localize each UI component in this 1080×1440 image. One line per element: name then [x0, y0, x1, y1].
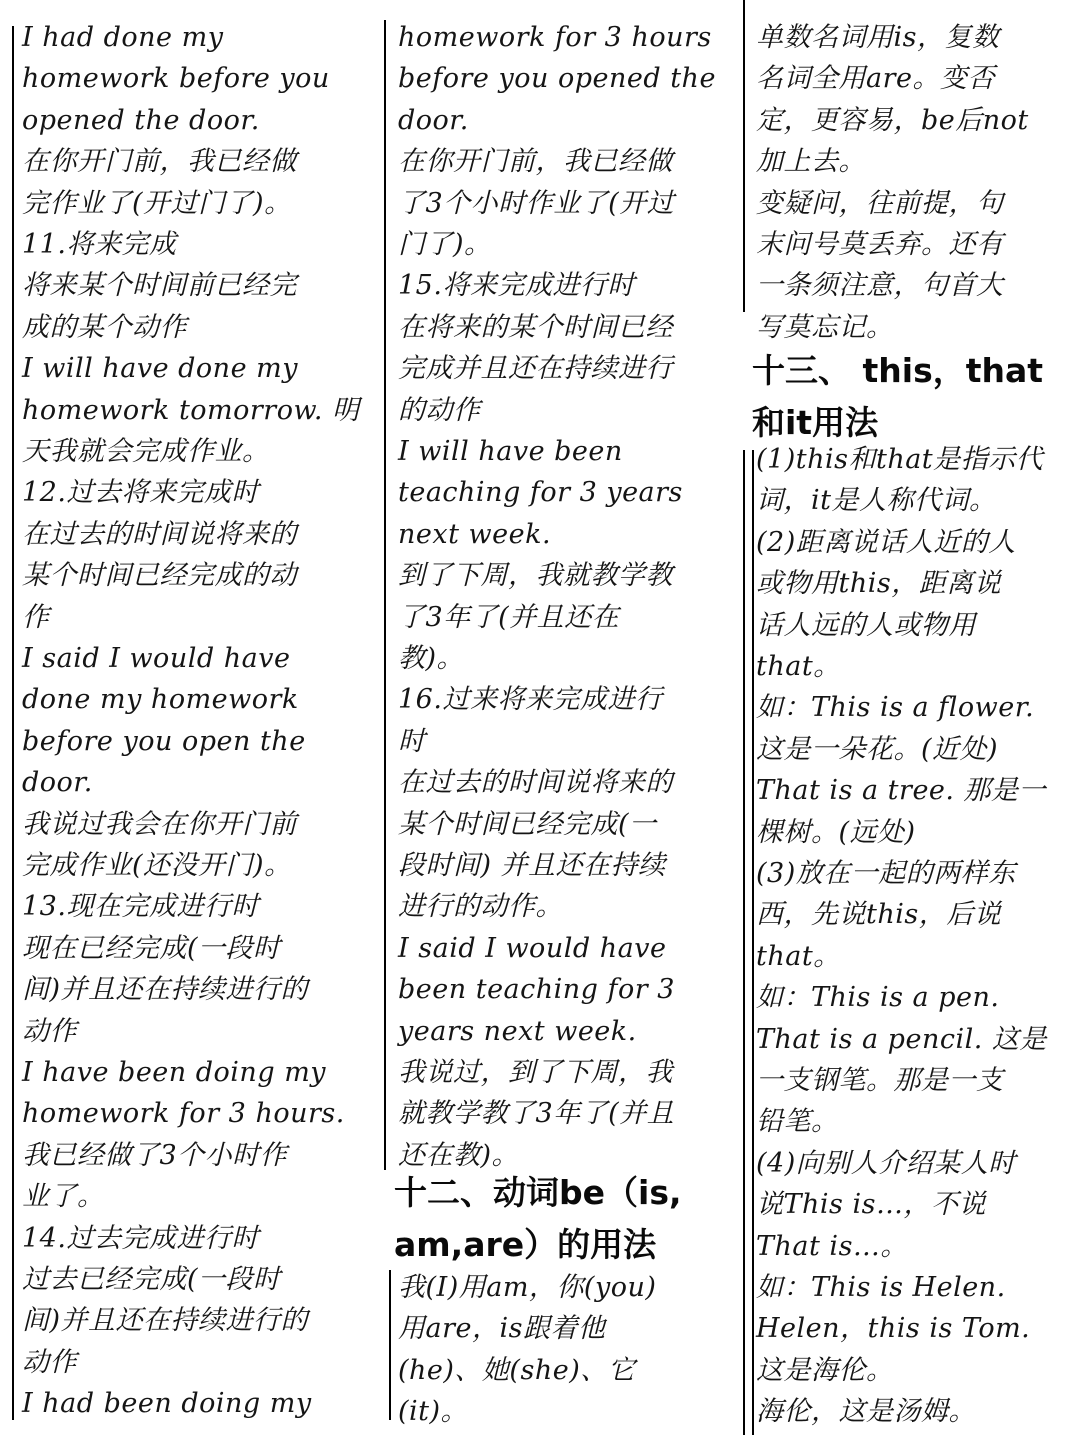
text-line: 完成作业(还没开门)。 — [22, 850, 292, 881]
text-line: 在你开门前，我已经做 — [22, 146, 297, 178]
text-line: That is a tree. 那是一 — [756, 775, 1047, 807]
text-line: 进行的动作。 — [398, 891, 563, 923]
text-line: 了3年了(并且还在 — [398, 601, 620, 633]
text-line: 某个时间已经完成(一 — [398, 808, 657, 840]
text-line: 将来某个时间前已经完 — [22, 270, 297, 302]
text-line: 段时间) 并且还在持续 — [398, 850, 666, 881]
text-line: 这是一朵花。(近处) — [756, 733, 999, 765]
text-line: That is…。 — [756, 1230, 908, 1262]
text-line: 如：This is a pen. — [756, 982, 1000, 1014]
text-line: 教)。 — [398, 643, 465, 674]
text-line: 间)并且还在持续进行的 — [22, 974, 309, 1006]
text-line: 我已经做了3个小时作 — [22, 1139, 288, 1171]
text-line: 海伦，这是汤姆。 — [756, 1396, 976, 1428]
text-line: 现在已经完成(一段时 — [22, 932, 281, 964]
text-line: 11.将来完成 — [22, 229, 177, 260]
text-line: 到了下周，我就教学教 — [398, 560, 673, 592]
text-line: 说This is…，不说 — [756, 1189, 986, 1221]
text-line: 铅笔。 — [756, 1106, 839, 1138]
text-line: 加上去。 — [756, 146, 866, 178]
text-line: (he)、她(she)、它 — [398, 1354, 636, 1386]
text-line: (4)向别人介绍某人时 — [756, 1147, 1016, 1179]
text-line: before you opened the — [398, 63, 716, 95]
text-line: 了3个小时作业了(开过 — [398, 187, 675, 219]
text-line: 名词全用are。变否 — [756, 63, 995, 95]
column-rule-right-section — [752, 450, 754, 1435]
column-rule-right-lower — [743, 450, 745, 1435]
text-line: 在过去的时间说将来的 — [398, 767, 673, 799]
text-line: 词，it是人称代词。 — [756, 485, 997, 517]
text-line: 完成并且还在持续进行 — [398, 353, 673, 385]
text-line: 定，更容易，be后not — [756, 104, 1029, 136]
text-line: 变疑问，往前提，句 — [756, 187, 1004, 219]
text-line: 间)并且还在持续进行的 — [22, 1305, 309, 1337]
text-line: 某个时间已经完成的动 — [22, 560, 297, 592]
text-line: that。 — [756, 940, 841, 972]
text-line: 或物用this，距离说 — [756, 568, 1002, 600]
text-line: next week. — [398, 518, 552, 550]
text-line: 我说过，到了下周，我 — [398, 1057, 673, 1088]
text-line: 如：This is Helen. — [756, 1272, 1006, 1303]
column-rule-middle-upper — [384, 20, 386, 1170]
text-line: I have been doing my — [22, 1057, 327, 1088]
text-line: 动作 — [22, 1346, 77, 1378]
text-line: Helen，this is Tom. — [756, 1313, 1031, 1345]
text-line: (2)距离说话人近的人 — [756, 526, 1016, 558]
text-line: homework before you — [22, 63, 330, 95]
text-line: 过去已经完成(一段时 — [22, 1264, 281, 1295]
column-rule-middle-lower — [389, 1270, 391, 1420]
text-line: 还在教)。 — [398, 1139, 520, 1171]
text-line: 成的某个动作 — [22, 311, 187, 343]
text-line: 在过去的时间说将来的 — [22, 518, 297, 550]
text-line: years next week. — [398, 1015, 637, 1047]
text-line: door. — [398, 104, 469, 136]
text-line: 棵树。(远处) — [756, 816, 916, 848]
text-line: 的动作 — [398, 394, 481, 426]
text-line: (3)放在一起的两样东 — [756, 858, 1016, 889]
section-heading-line: 和it用法 — [752, 403, 879, 442]
text-line: 业了。 — [22, 1181, 105, 1213]
text-line: I had been doing my — [22, 1388, 312, 1420]
text-line: been teaching for 3 — [398, 974, 675, 1006]
text-line: 末问号莫丢弃。还有 — [756, 229, 1004, 260]
text-line: 16.过来将来完成进行 — [398, 684, 663, 716]
text-line: 在你开门前，我已经做 — [398, 146, 673, 178]
section-heading-line: 十三、 this，that — [752, 351, 1044, 390]
text-line: 动作 — [22, 1015, 77, 1047]
text-line: homework for 3 hours. — [22, 1098, 345, 1130]
text-line: door. — [22, 767, 93, 799]
column-rule-left — [12, 26, 14, 1420]
text-line: I will have been — [398, 436, 623, 467]
text-line: (1)this和that是指示代 — [756, 444, 1044, 475]
text-line: 天我就会完成作业。 — [22, 436, 270, 467]
text-line: 在将来的某个时间已经 — [398, 311, 673, 343]
text-line: 一支钢笔。那是一支 — [756, 1065, 1004, 1096]
text-line: I said I would have — [22, 643, 291, 674]
text-line: 话人远的人或物用 — [756, 609, 976, 641]
text-line: 我(I)用am，你(you) — [398, 1272, 657, 1303]
text-line: 这是海伦。 — [756, 1354, 894, 1386]
text-line: done my homework — [22, 684, 299, 716]
text-line: homework for 3 hours — [398, 22, 712, 53]
text-line: I had done my — [22, 22, 224, 53]
text-line: (it)。 — [398, 1396, 469, 1428]
text-line: 写莫忘记。 — [756, 311, 894, 343]
text-line: I will have done my — [22, 353, 298, 385]
text-line: 如：This is a flower. — [756, 692, 1035, 724]
column-rule-right-upper — [743, 0, 745, 312]
text-line: 一条须注意，句首大 — [756, 270, 1004, 302]
text-line: 14.过去完成进行时 — [22, 1222, 259, 1254]
text-line: 西，先说this，后说 — [756, 899, 1002, 931]
text-line: 单数名词用is，复数 — [756, 22, 1000, 53]
section-heading-line: am,are）的用法 — [394, 1225, 657, 1264]
text-line: 完作业了(开过门了)。 — [22, 187, 292, 219]
text-line: 作 — [22, 601, 50, 633]
text-line: 用are，is跟着他 — [398, 1313, 606, 1345]
text-line: homework tomorrow. 明 — [22, 394, 360, 426]
text-line: opened the door. — [22, 104, 260, 136]
text-line: 15.将来完成进行时 — [398, 270, 635, 302]
text-line: 门了)。 — [398, 229, 492, 260]
section-heading-line: 十二、动词be（is, — [394, 1173, 682, 1212]
text-line: 时 — [398, 725, 426, 757]
text-line: 12.过去将来完成时 — [22, 477, 259, 509]
text-line: that。 — [756, 651, 841, 682]
text-line: I said I would have — [398, 932, 667, 964]
text-line: 就教学教了3年了(并且 — [398, 1098, 675, 1130]
text-line: teaching for 3 years — [398, 477, 683, 509]
text-line: 13.现在完成进行时 — [22, 891, 259, 923]
text-line: That is a pencil. 这是 — [756, 1023, 1047, 1055]
text-line: before you open the — [22, 725, 306, 757]
text-line: 我说过我会在你开门前 — [22, 808, 297, 840]
